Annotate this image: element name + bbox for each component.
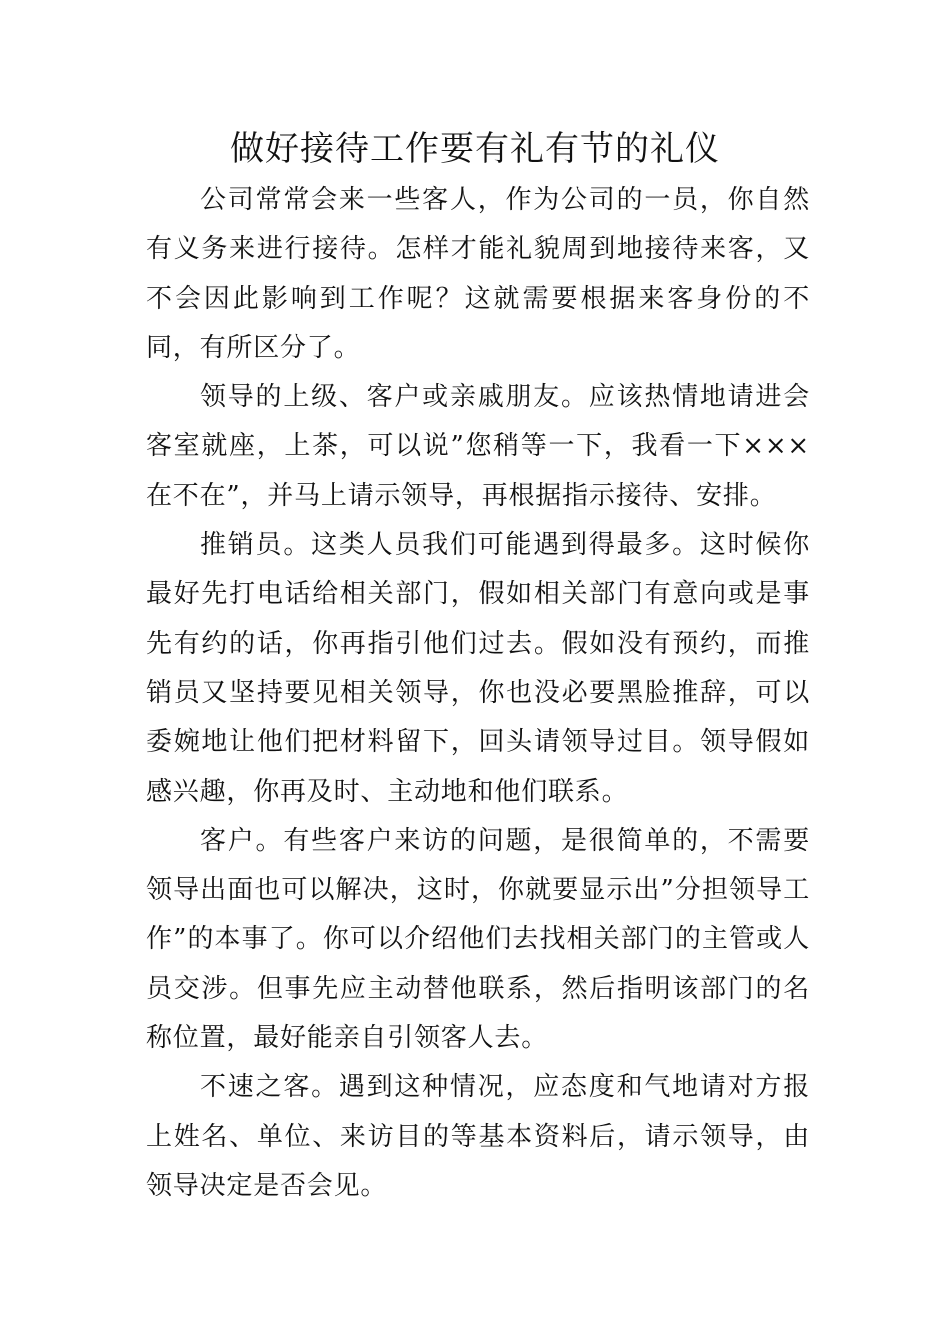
paragraph-intro: 公司常常会来一些客人，作为公司的一员，你自然有义务来进行接待。怎样才能礼貌周到地接待来客，又不会因此影响到工作呢？这就需要根据来客身份的不同，有所区分了。 (146, 185, 810, 363)
paragraph-salespeople: 推销员。这类人员我们可能遇到得最多。这时候你最好先打电话给相关部门，假如相关部门有意向或是事先有约的话，你再指引他们过去。假如没有预约，而推销员又坚持要见相关领导，你也没必要黑脸推辞，可以委婉地让他们把材料留下，回头请领导过目。领导假如感兴趣，你再及时、主动地和他们联系。 (146, 530, 810, 807)
paragraph-unexpected-visitors: 不速之客。遇到这种情况，应态度和气地请对方报上姓名、单位、来访目的等基本资料后，请示领导，由领导决定是否会见。 (146, 1072, 810, 1201)
paragraph-superiors-clients-relatives: 领导的上级、客户或亲戚朋友。应该热情地请进会客室就座，上茶，可以说”您稍等一下，我看一下×××在不在”，并马上请示领导，再根据指示接待、安排。 (146, 382, 810, 511)
document-body (146, 176, 810, 1211)
paragraph-customers: 客户。有些客户来访的问题，是很简单的，不需要领导出面也可以解决，这时，你就要显示出”分担领导工作”的本事了。你可以介绍他们去找相关部门的主管或人员交涉。但事先应主动替他联系，然后指明该部门的名称位置，最好能亲自引领客人去。 (146, 825, 810, 1054)
document-title: 做好接待工作要有礼有节的礼仪 (230, 129, 720, 169)
